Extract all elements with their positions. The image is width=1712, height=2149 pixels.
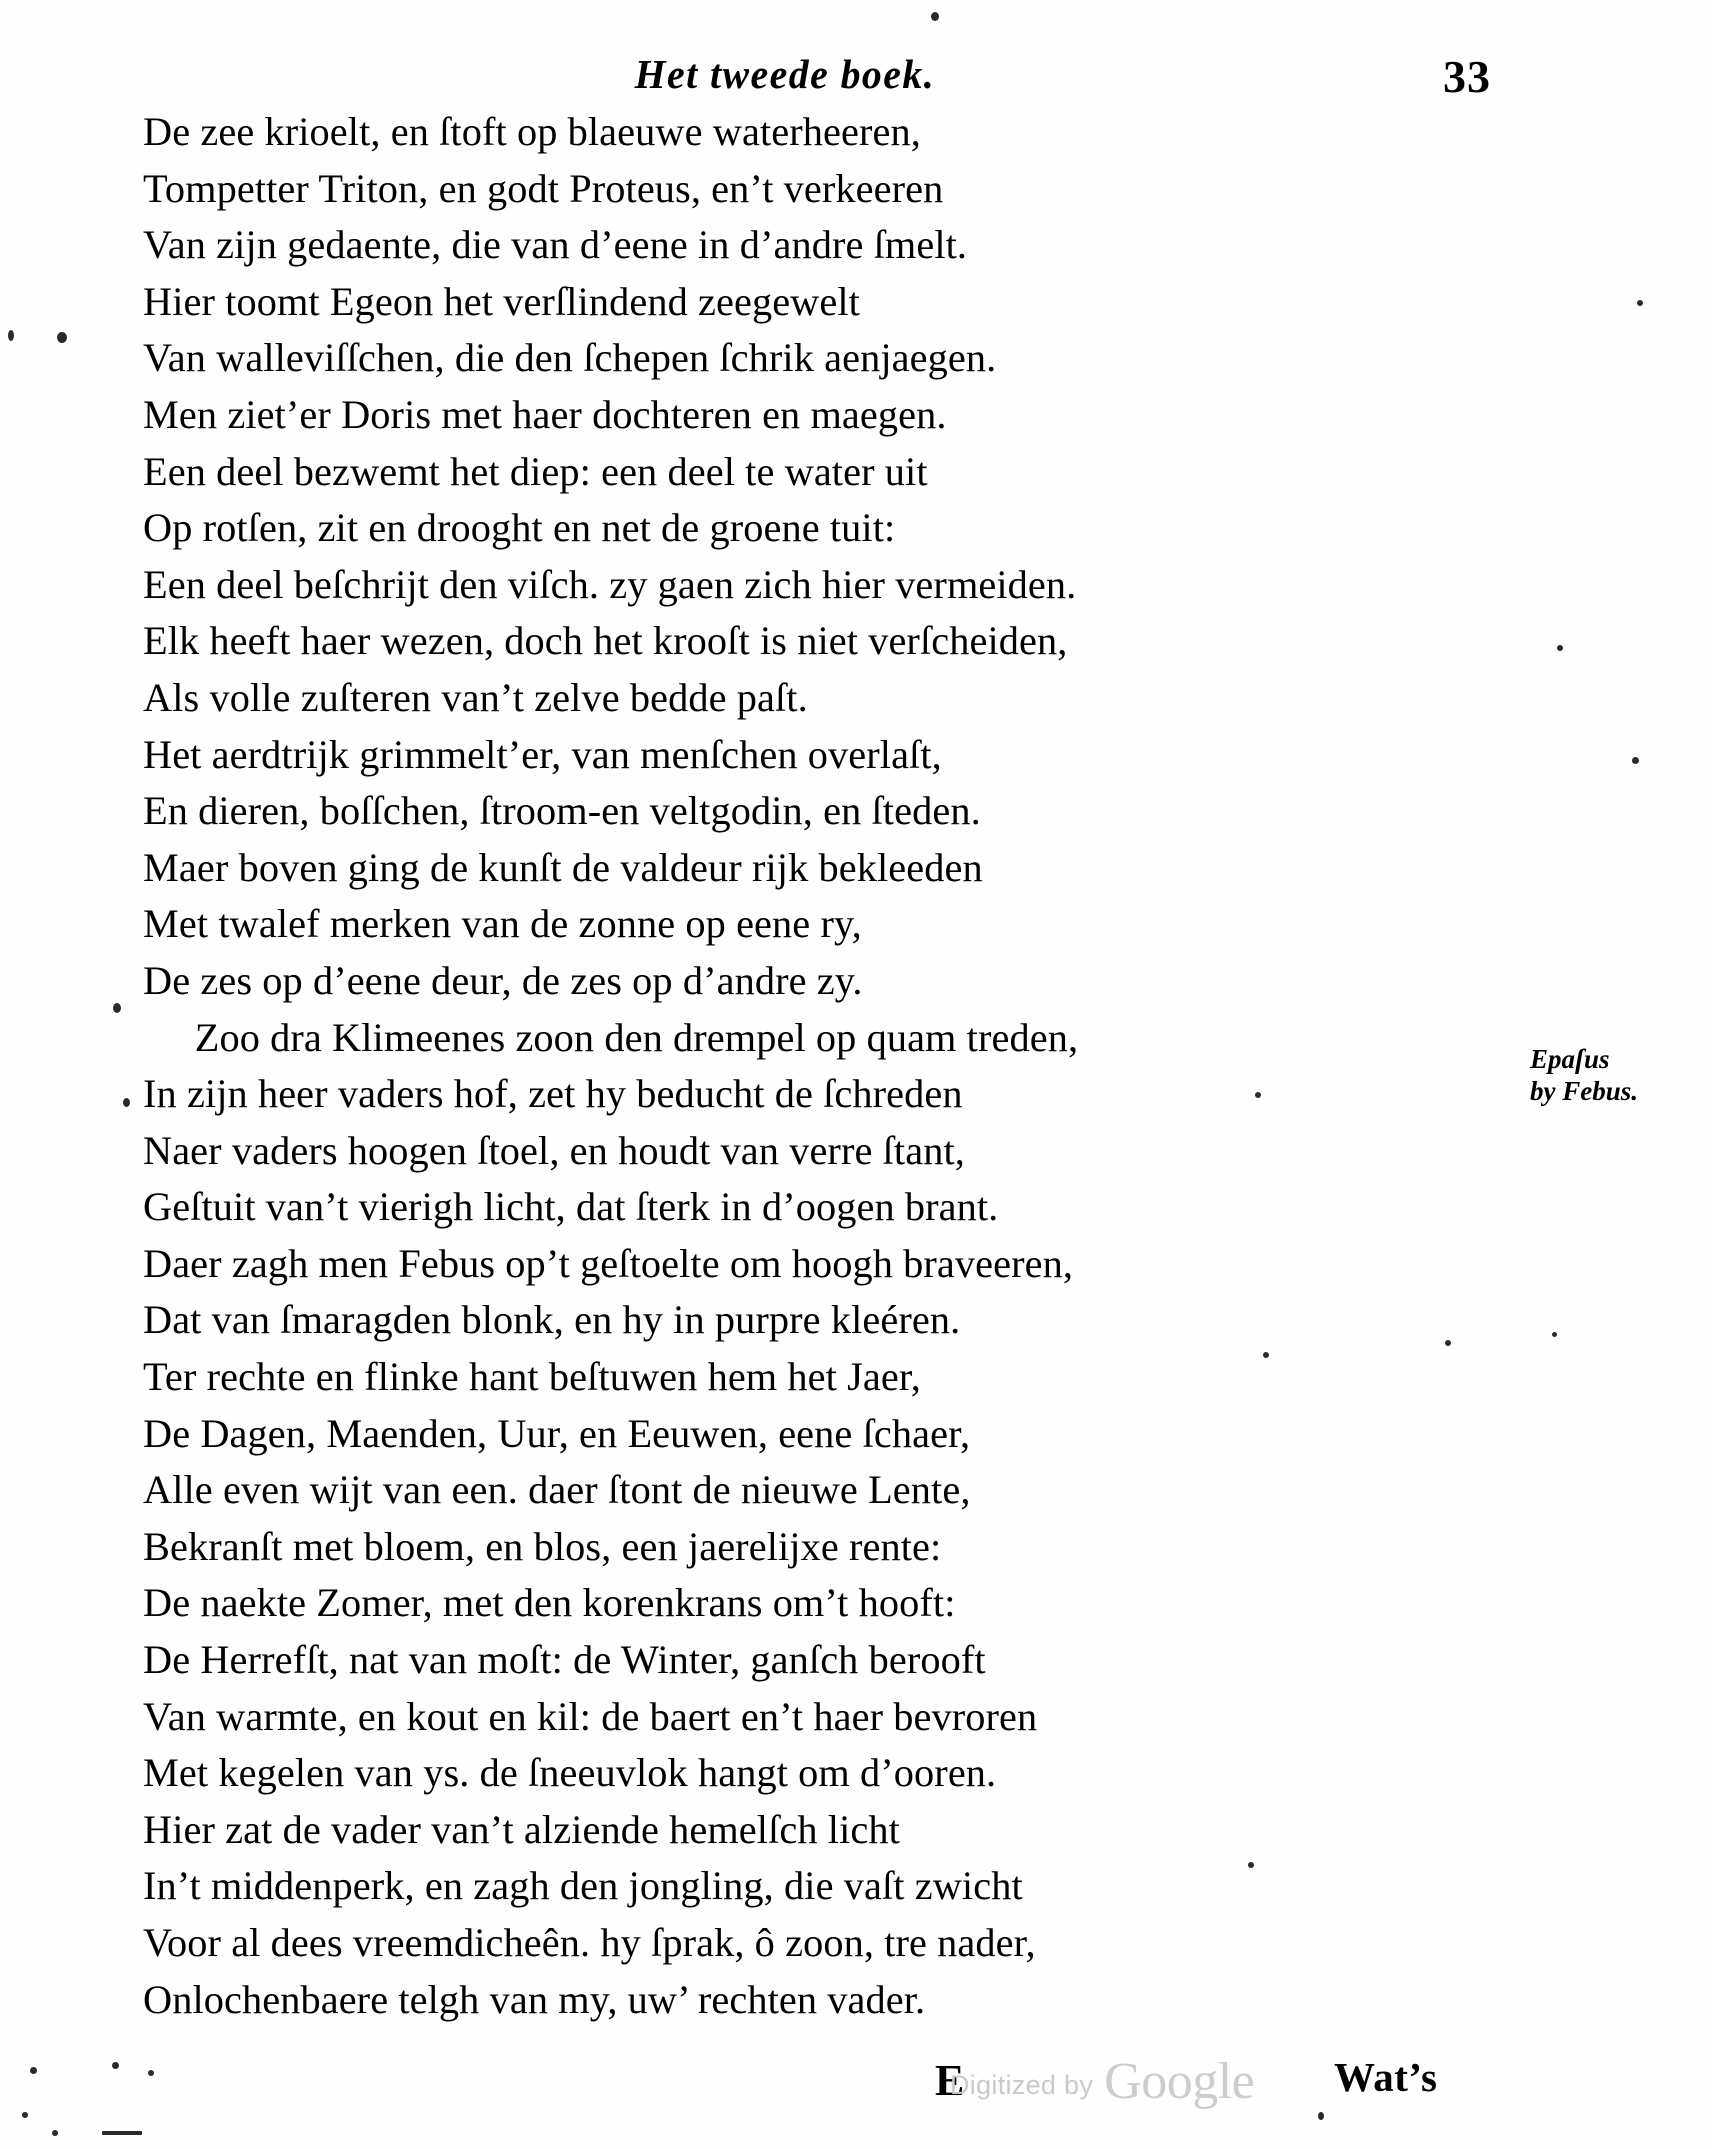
verse-line: De zee krioelt, en ſtoft op blaeuwe waterheeren, bbox=[143, 109, 921, 154]
verse-line: De naekte Zomer, met den korenkrans om’t hooft: bbox=[143, 1580, 956, 1626]
verse-line: Dat van ſmaragden blonk, en hy in purpre kleéren. bbox=[143, 1297, 961, 1343]
page-number: 33 bbox=[1443, 51, 1491, 102]
verse-line: Elk heeft haer wezen, doch het krooſt is niet verſcheiden, bbox=[143, 618, 1068, 664]
verse-line: Van zijn gedaente, die van d’eene in d’andre ſmelt. bbox=[143, 222, 968, 268]
verse-line: De Herrefſt, nat van moſt: de Winter, ganſch berooft bbox=[143, 1637, 986, 1683]
verse-line: Voor al dees vreemdicheên. hy ſprak, ô zoon, tre nader, bbox=[143, 1920, 1036, 1965]
marginal-note-line-2: by Febus. bbox=[1530, 1076, 1638, 1106]
verse-line: Hier zat de vader van’t alziende hemelſch licht bbox=[143, 1806, 900, 1852]
verse-line: Hier toomt Egeon het verſlindend zeegewelt bbox=[143, 278, 860, 324]
verse-line: Van warmte, en kout en kil: de baert en’t haer bevroren bbox=[143, 1693, 1038, 1739]
marginal-note bbox=[1530, 1043, 1638, 1107]
verse-line: Met kegelen van ys. de ſneeuvlok hangt om d’ooren. bbox=[143, 1750, 997, 1796]
verse-line: De Dagen, Maenden, Uur, en Eeuwen, eene ſchaer, bbox=[143, 1410, 971, 1456]
verse-line: Een deel beſchrijt den viſch. zy gaen zich hier vermeiden. bbox=[143, 561, 1077, 607]
verse-line: Onlochenbaere telgh van my, uw’ rechten vader. bbox=[143, 1976, 926, 2022]
page-header bbox=[0, 28, 1712, 108]
running-title: Het tweede boek. bbox=[634, 51, 936, 97]
verse-line: Als volle zuſteren van’t zelve bedde paſt. bbox=[143, 674, 808, 720]
verse-line: Tompetter Triton, en godt Proteus, en’t verkeeren bbox=[143, 165, 944, 211]
verse-line: Zoo dra Klimeenes zoon den drempel op quam treden, bbox=[194, 1014, 1079, 1060]
watermark-digitized-by: Digitized by bbox=[950, 2070, 1094, 2100]
poem-body bbox=[143, 104, 1463, 2028]
marginal-note-line-1: Epaſus bbox=[1530, 1044, 1610, 1074]
verse-line: Een deel bezwemt het diep: een deel te water uit bbox=[143, 448, 928, 494]
verse-line: De zes op d’eene deur, de zes op d’andre zy. bbox=[143, 957, 863, 1003]
verse-line: Alle even wijt van een. daer ſtont de nieuwe Lente, bbox=[143, 1467, 971, 1513]
catchword: Wat’s bbox=[1334, 2054, 1438, 2100]
verse-line: Ter rechte en flinke hant beſtuwen hem het Jaer, bbox=[143, 1354, 921, 1400]
verse-line: Met twalef merken van de zonne op eene ry, bbox=[143, 901, 862, 947]
verse-line: Geſtuit van’t vierigh licht, dat ſterk in d’oogen brant. bbox=[143, 1184, 999, 1230]
verse-line: Men ziet’er Doris met haer dochteren en maegen. bbox=[143, 391, 947, 437]
signature-mark: E bbox=[935, 2056, 965, 2105]
verse-line: Op rotſen, zit en drooght en net de groene tuit: bbox=[143, 505, 896, 551]
verse-line: Het aerdtrijk grimmelt’er, van menſchen overlaſt, bbox=[143, 731, 942, 777]
verse-line: In zijn heer vaders hof, zet hy beducht de ſchreden bbox=[143, 1071, 963, 1117]
watermark-provider: Google bbox=[1104, 2053, 1255, 2110]
verse-line: Bekranſt met bloem, en blos, een jaerelijxe rente: bbox=[143, 1523, 942, 1569]
verse-line: Naer vaders hoogen ſtoel, en houdt van verre ſtant, bbox=[143, 1127, 965, 1173]
verse-line: Maer boven ging de kunſt de valdeur rijk bekleeden bbox=[143, 844, 983, 890]
verse-line: Van walleviſſchen, die den ſchepen ſchrik aenjaegen. bbox=[143, 335, 997, 381]
verse-line: En dieren, boſſchen, ſtroom-en veltgodin, en ſteden. bbox=[143, 788, 981, 834]
verse-line: In’t middenperk, en zagh den jongling, die vaſt zwicht bbox=[143, 1863, 1023, 1909]
verse-line: Daer zagh men Febus op’t geſtoelte om hoogh braveeren, bbox=[143, 1240, 1074, 1286]
page-footer bbox=[0, 2045, 1712, 2149]
